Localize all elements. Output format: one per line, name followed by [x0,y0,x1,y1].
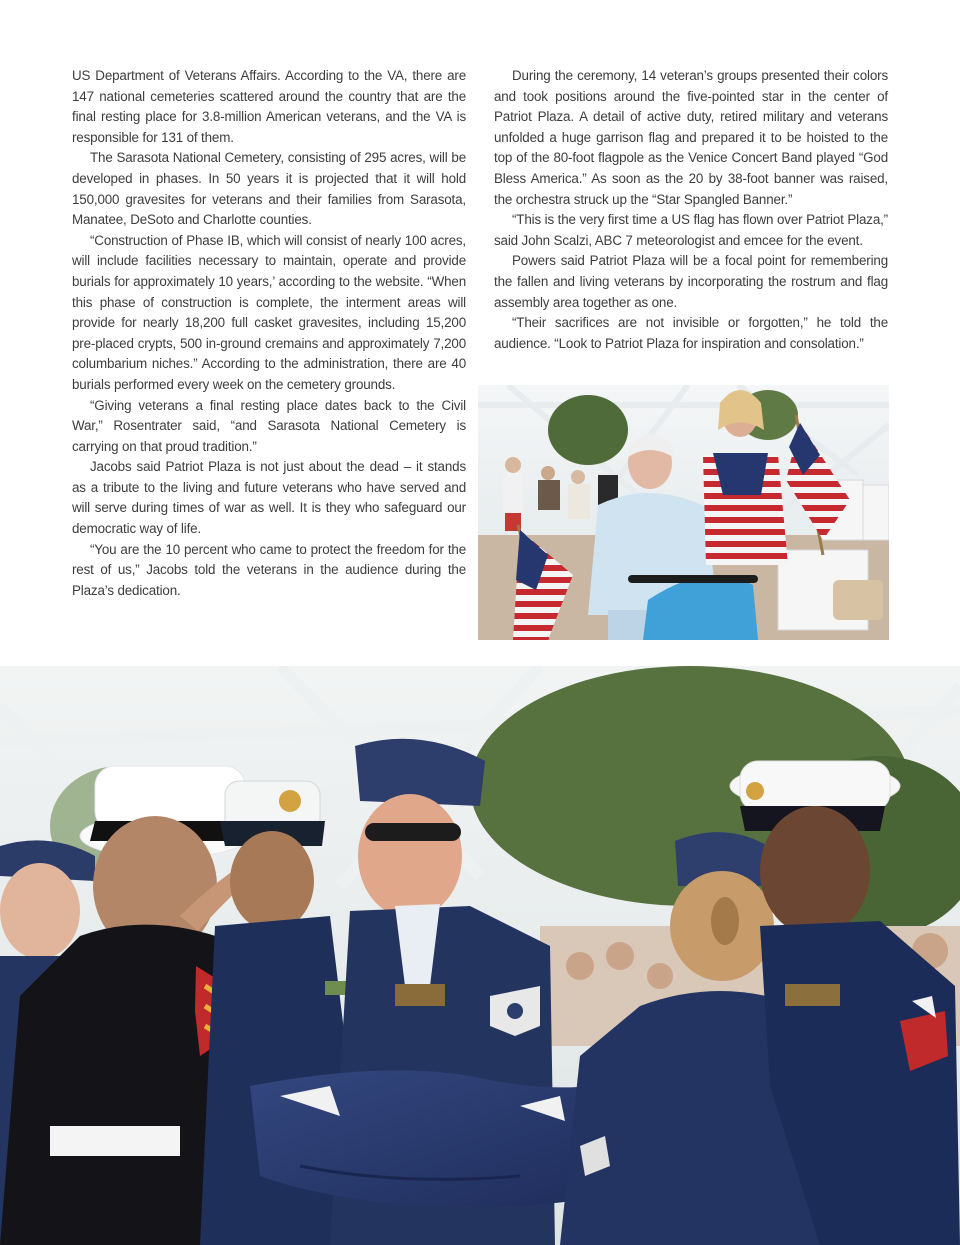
paragraph: “This is the very first time a US flag has flown over Patriot Plaza,” said John Scalzi, ABC 7 meteorologist and emcee for the event. [494,212,888,248]
paragraph: Jacobs said Patriot Plaza is not just about the dead – it stands as a tribute to the living and future veterans who have served and will serve during times of war as well. It is they who safeguard our democratic way of life. [72,459,466,537]
paragraph: “Giving veterans a final resting place dates back to the Civil War,” Rosentrater said, “and Sarasota National Cemetery is carrying on that proud tradition.” [72,397,466,454]
paragraph: During the ceremony, 14 veteran’s groups presented their colors and took positions around the five-pointed star in the center of Patriot Plaza. A detail of active duty, retired military and veterans unfolded a huge garrison flag and prepared it to be hoisted to the top of the 80-foot flagpole as the Venice Concert Band played “God Bless America.” As soon as the 20 by 38-foot banner was raised, the orchestra struck up the “Star Spangled Banner.” [494,68,888,207]
paragraph: “You are the 10 percent who came to protect the freedom for the rest of us,” Jacobs told the veterans in the audience during the Plaza’s dedication. [72,541,466,598]
honor-guard-flag-photo [0,666,960,1245]
paragraph: Powers said Patriot Plaza will be a focal point for remembering the fallen and living veterans by incorporating the rostrum and flag assembly area together as one. [494,253,888,310]
paragraph: “Their sacrifices are not invisible or forgotten,” he told the audience. “Look to Patriot Plaza for inspiration and consolation.” [494,315,888,351]
paragraph: The Sarasota National Cemetery, consisting of 295 acres, will be developed in phases. In 50 years it is projected that it will hold 150,000 gravesites for veterans and their families from Sarasota, Manatee, DeSoto and Charlotte counties. [72,150,466,228]
paragraph: “Construction of Phase IB, which will consist of nearly 100 acres, will include facilities necessary to maintain, operate and provide burials for approximately 10 years,’ according to the website. “When this phase of construction is complete, the interment areas will provide for nearly 18,200 full casket gravesites, including 15,200 pre-placed crypts, 500 in-ground cremains and approximately 7,200 columbarium niches.” According to the administration, there are 40 burials performed every week on the cemetery grounds. [72,232,466,392]
right-text-column [494,66,888,354]
paragraph: US Department of Veterans Affairs. According to the VA, there are 147 national cemeteries scattered around the country that are the final resting place for 3.8-million American veterans, and the VA is responsible for 131 of them. [72,68,466,145]
left-text-column [72,66,466,601]
veterans-with-flags-photo [478,385,889,640]
